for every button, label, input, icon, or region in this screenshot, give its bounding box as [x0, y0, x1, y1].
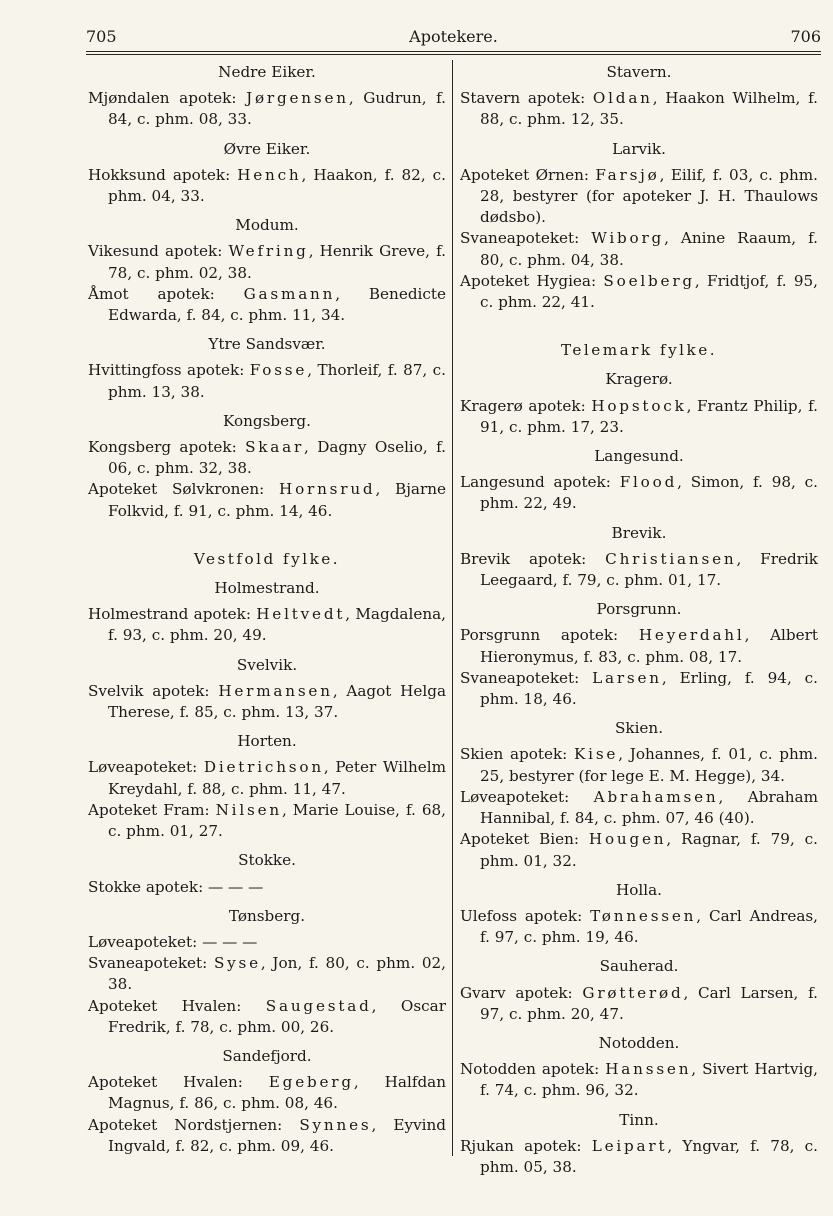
place-heading: Porsgrunn.: [596, 600, 682, 619]
place-heading: Larvik.: [612, 139, 666, 158]
pharmacist-details: , Carl Larsen, f. 97, c. phm. 20, 47.: [480, 983, 818, 1023]
pharmacist-surname: Soelberg: [603, 271, 695, 290]
pharmacist-details: , Eyvind Ingvald, f. 82, c. phm. 09, 46.: [108, 1115, 447, 1155]
pharmacy-entry: [88, 1072, 446, 1114]
pharmacy-name: Apoteket Hygiea:: [460, 271, 604, 290]
pharmacy-entry: [88, 996, 446, 1038]
pharmacist-surname: Hermansen: [218, 681, 333, 700]
pharmacy-entry: [88, 479, 446, 521]
pharmacist-surname: Synnes: [299, 1115, 372, 1134]
pharmacy-entry: [88, 241, 446, 283]
pharmacist-details: , Ragnar, f. 79, c. phm. 01, 32.: [480, 830, 818, 870]
pharmacy-name: Notodden apotek:: [460, 1060, 606, 1079]
place-heading: Stokke.: [238, 851, 296, 870]
pharmacist-surname: Skaar: [245, 438, 305, 457]
place-heading: Kongsberg.: [223, 411, 311, 430]
pharmacy-entry: [460, 829, 818, 871]
pharmacist-surname: Leipart: [591, 1136, 668, 1155]
pharmacy-entry: [460, 625, 818, 667]
pharmacist-surname: Fosse: [249, 361, 308, 380]
pharmacist-details: , Aagot Helga Therese, f. 85, c. phm. 13, 37.: [108, 681, 446, 722]
pharmacy-name: Svelvik apotek:: [88, 681, 219, 700]
pharmacist-surname: Dietrichson: [203, 758, 324, 777]
running-title: Apotekere.: [409, 27, 498, 46]
pharmacy-entry: [88, 604, 446, 646]
pharmacist-surname: Wefring: [228, 242, 309, 261]
place-heading: Sauherad.: [599, 957, 679, 976]
pharmacy-entry: [460, 983, 818, 1025]
pharmacy-entry: [460, 906, 818, 948]
pharmacist-surname: Larsen: [592, 668, 662, 687]
pharmacist-details: , Dagny Oselio, f. 06, c. phm. 32, 38.: [108, 438, 446, 478]
pharmacy-entry: [88, 953, 446, 995]
pharmacist-details: , Fridtjof, f. 95, c. phm. 22, 41.: [480, 271, 818, 312]
pharmacy-entry: [88, 681, 446, 723]
pharmacy-name: Kongsberg apotek:: [88, 438, 246, 457]
pharmacy-name: Holmestrand apotek:: [88, 605, 257, 624]
pharmacy-name: Gvarv apotek:: [460, 983, 583, 1002]
place-heading: Holla.: [616, 880, 662, 899]
pharmacist-surname: Oldan: [592, 89, 653, 108]
pharmacist-details: , Marie Louise, f. 68, c. phm. 01, 27.: [108, 800, 446, 841]
county-heading: Telemark fylke.: [560, 341, 718, 360]
place-heading: Notodden.: [598, 1033, 680, 1052]
pharmacy-name: Åmot apotek:: [88, 284, 244, 303]
right-column: [460, 62, 818, 1178]
pharmacist-details: , Yngvar, f. 78, c. phm. 05, 38.: [480, 1136, 818, 1176]
pharmacy-entry: [460, 1136, 818, 1178]
pharmacist-details: , Albert Hieronymus, f. 83, c. phm. 08, 17.: [480, 626, 818, 666]
pharmacy-name: Apoteket Fram:: [88, 800, 216, 819]
pharmacy-entry: [460, 165, 818, 229]
place-heading: Modum.: [235, 216, 299, 235]
pharmacist-surname: Hougen: [588, 830, 667, 849]
pharmacy-name: Svaneapoteket:: [460, 229, 592, 248]
pharmacy-entry: [460, 1059, 818, 1101]
pharmacy-entry: [88, 1115, 446, 1157]
pharmacy-entry: [88, 437, 446, 479]
pharmacy-entry: [88, 800, 446, 842]
pharmacy-name: Apoteket Bien:: [460, 830, 589, 849]
place-heading: Tinn.: [619, 1110, 659, 1129]
pharmacy-name: Apoteket Hvalen:: [88, 1073, 269, 1092]
pharmacist-surname: Nilsen: [215, 800, 282, 819]
pharmacist-details: , Peter Wilhelm Kreydahl, f. 88, c. phm. 11, 47.: [108, 758, 446, 798]
pharmacy-name: Løveapoteket:: [88, 932, 203, 951]
page-number-right: 706: [790, 27, 821, 46]
pharmacy-name: Ulefoss apotek:: [460, 906, 591, 925]
pharmacist-surname: Heyerdahl: [638, 626, 745, 645]
pharmacy-entry: [88, 360, 446, 402]
pharmacy-entry: [460, 787, 818, 829]
page-number-left: 705: [86, 27, 117, 46]
header-rule: [86, 51, 821, 52]
pharmacy-entry: [460, 396, 818, 438]
place-heading: Skien.: [614, 719, 664, 738]
place-heading: Ytre Sandsvær.: [208, 335, 326, 354]
pharmacy-entry: [460, 549, 818, 591]
pharmacy-name: Løveapoteket:: [88, 758, 204, 777]
pharmacist-details: , Magdalena, f. 93, c. phm. 20, 49.: [108, 605, 446, 645]
pharmacist-surname: Farsjø: [595, 165, 660, 184]
pharmacy-entry: [88, 877, 446, 898]
place-heading: Øvre Eiker.: [223, 139, 311, 158]
pharmacist-surname: Abrahamsen: [593, 787, 719, 806]
place-heading: Svelvik.: [236, 655, 298, 674]
pharmacy-name: Hokksund apotek:: [88, 165, 238, 184]
pharmacist-surname: Tønnessen: [590, 906, 697, 925]
pharmacist-details: , Fredrik Leegaard, f. 79, c. phm. 01, 17.: [480, 549, 818, 590]
pharmacist-details: , Johannes, f. 01, c. phm. 25, bestyrer (for lege E. M. Hegge), 34.: [480, 745, 818, 785]
column-divider: [452, 60, 453, 1156]
pharmacy-name: Mjøndalen apotek:: [88, 89, 247, 108]
pharmacist-details: , Halfdan Magnus, f. 86, c. phm. 08, 46.: [108, 1073, 447, 1113]
pharmacist-details: , Benedicte Edwarda, f. 84, c. phm. 11, 34.: [108, 284, 446, 325]
place-heading: Stavern.: [606, 63, 672, 81]
place-heading: Nedre Eiker.: [218, 63, 316, 81]
place-heading: Sandefjord.: [222, 1046, 312, 1065]
pharmacy-name: Vikesund apotek:: [88, 242, 229, 261]
pharmacist-details: , Carl Andreas, f. 97, c. phm. 19, 46.: [480, 906, 819, 947]
pharmacist-surname: Gasmann: [243, 284, 336, 303]
pharmacy-entry: [460, 88, 818, 130]
pharmacist-details: , Anine Raaum, f. 80, c. phm. 04, 38.: [480, 229, 818, 269]
pharmacist-details: , Henrik Greve, f. 78, c. phm. 02, 38.: [108, 242, 446, 282]
pharmacy-entry: [460, 744, 818, 786]
pharmacist-surname: Syse: [213, 954, 261, 973]
pharmacy-entry: [88, 932, 446, 953]
pharmacist-details: , Bjarne Folkvid, f. 91, c. phm. 14, 46.: [108, 480, 446, 520]
place-heading: Brevik.: [611, 523, 667, 542]
pharmacy-entry: [460, 271, 818, 313]
pharmacist-surname: Egeberg: [268, 1073, 354, 1092]
pharmacist-surname: Jørgensen: [246, 89, 349, 108]
pharmacy-name: Apoteket Ørnen:: [460, 165, 596, 184]
pharmacy-name: Stavern apotek:: [460, 89, 593, 108]
pharmacist-details: , Erling, f. 94, c. phm. 18, 46.: [480, 668, 818, 709]
pharmacist-surname: Grøtterød: [582, 983, 684, 1002]
pharmacy-name: Porsgrunn apotek:: [460, 626, 639, 645]
pharmacist-surname: Heltvedt: [256, 605, 346, 624]
pharmacy-name: Brevik apotek:: [460, 549, 606, 568]
pharmacist-surname: Kise: [574, 745, 619, 764]
pharmacist-details: , Thorleif, f. 87, c. phm. 13, 38.: [108, 361, 446, 401]
pharmacy-name: Svaneapoteket:: [460, 668, 593, 687]
pharmacy-name: Stokke apotek:: [88, 877, 209, 896]
pharmacy-entry: [88, 88, 446, 130]
place-heading: Holmestrand.: [214, 579, 320, 598]
pharmacy-name: Apoteket Hvalen:: [88, 996, 266, 1015]
pharmacist-details: , Simon, f. 98, c. phm. 22, 49.: [480, 473, 818, 513]
running-header: [86, 24, 821, 50]
pharmacist-surname: Hanssen: [605, 1060, 692, 1079]
pharmacist-details: , Gudrun, f. 84, c. phm. 08, 33.: [108, 89, 446, 129]
pharmacist-details: , Haakon Wilhelm, f. 88, c. phm. 12, 35.: [480, 89, 818, 129]
pharmacist-surname: Saugestad: [265, 996, 372, 1015]
pharmacist-details: , Haakon, f. 82, c. phm. 04, 33.: [108, 165, 446, 206]
place-heading: Langesund.: [594, 447, 684, 466]
pharmacist-details: — — —: [208, 877, 264, 896]
pharmacy-entry: [460, 472, 818, 514]
county-heading: Vestfold fylke.: [193, 549, 341, 568]
pharmacy-name: Rjukan apotek:: [460, 1136, 592, 1155]
pharmacist-details: , Eilif, f. 03, c. phm. 28, bestyrer (for apoteker J. H. Thaulows dødsbo).: [480, 165, 818, 227]
pharmacy-entry: [88, 284, 446, 326]
place-heading: Horten.: [237, 732, 297, 751]
pharmacist-details: , Abraham Hannibal, f. 84, c. phm. 07, 46 (40).: [480, 787, 818, 828]
pharmacy-name: Apoteket Sølvkronen:: [88, 480, 280, 499]
pharmacist-details: , Oscar Fredrik, f. 78, c. phm. 00, 26.: [108, 996, 446, 1036]
pharmacy-name: Løveapoteket:: [460, 787, 594, 806]
pharmacist-surname: Hench: [237, 165, 302, 184]
pharmacy-entry: [460, 668, 818, 710]
left-column: [88, 62, 446, 1157]
pharmacist-details: — — —: [202, 932, 258, 951]
header-rule-lower: [86, 54, 821, 55]
pharmacy-entry: [460, 228, 818, 270]
place-heading: Tønsberg.: [228, 906, 306, 925]
pharmacist-surname: Hopstock: [591, 396, 687, 415]
pharmacy-name: Hvittingfoss apotek:: [88, 361, 250, 380]
pharmacy-name: Skien apotek:: [460, 745, 575, 764]
pharmacist-details: , Sivert Hartvig, f. 74, c. phm. 96, 32.: [480, 1060, 818, 1100]
pharmacist-details: , Jon, f. 80, c. phm. 02, 38.: [108, 954, 447, 994]
pharmacy-name: Langesund apotek:: [460, 473, 620, 492]
pharmacist-details: , Frantz Philip, f. 91, c. phm. 17, 23.: [480, 396, 818, 436]
place-heading: Kragerø.: [605, 370, 673, 389]
pharmacy-name: Svaneapoteket:: [88, 954, 214, 973]
pharmacist-surname: Flood: [619, 473, 678, 492]
pharmacy-entry: [88, 757, 446, 799]
pharmacy-name: Apoteket Nordstjernen:: [88, 1115, 300, 1134]
pharmacist-surname: Hornsrud: [279, 480, 376, 499]
pharmacist-surname: Wiborg: [591, 229, 665, 248]
pharmacy-name: Kragerø apotek:: [460, 396, 592, 415]
pharmacist-surname: Christiansen: [605, 549, 737, 568]
pharmacy-entry: [88, 165, 446, 207]
